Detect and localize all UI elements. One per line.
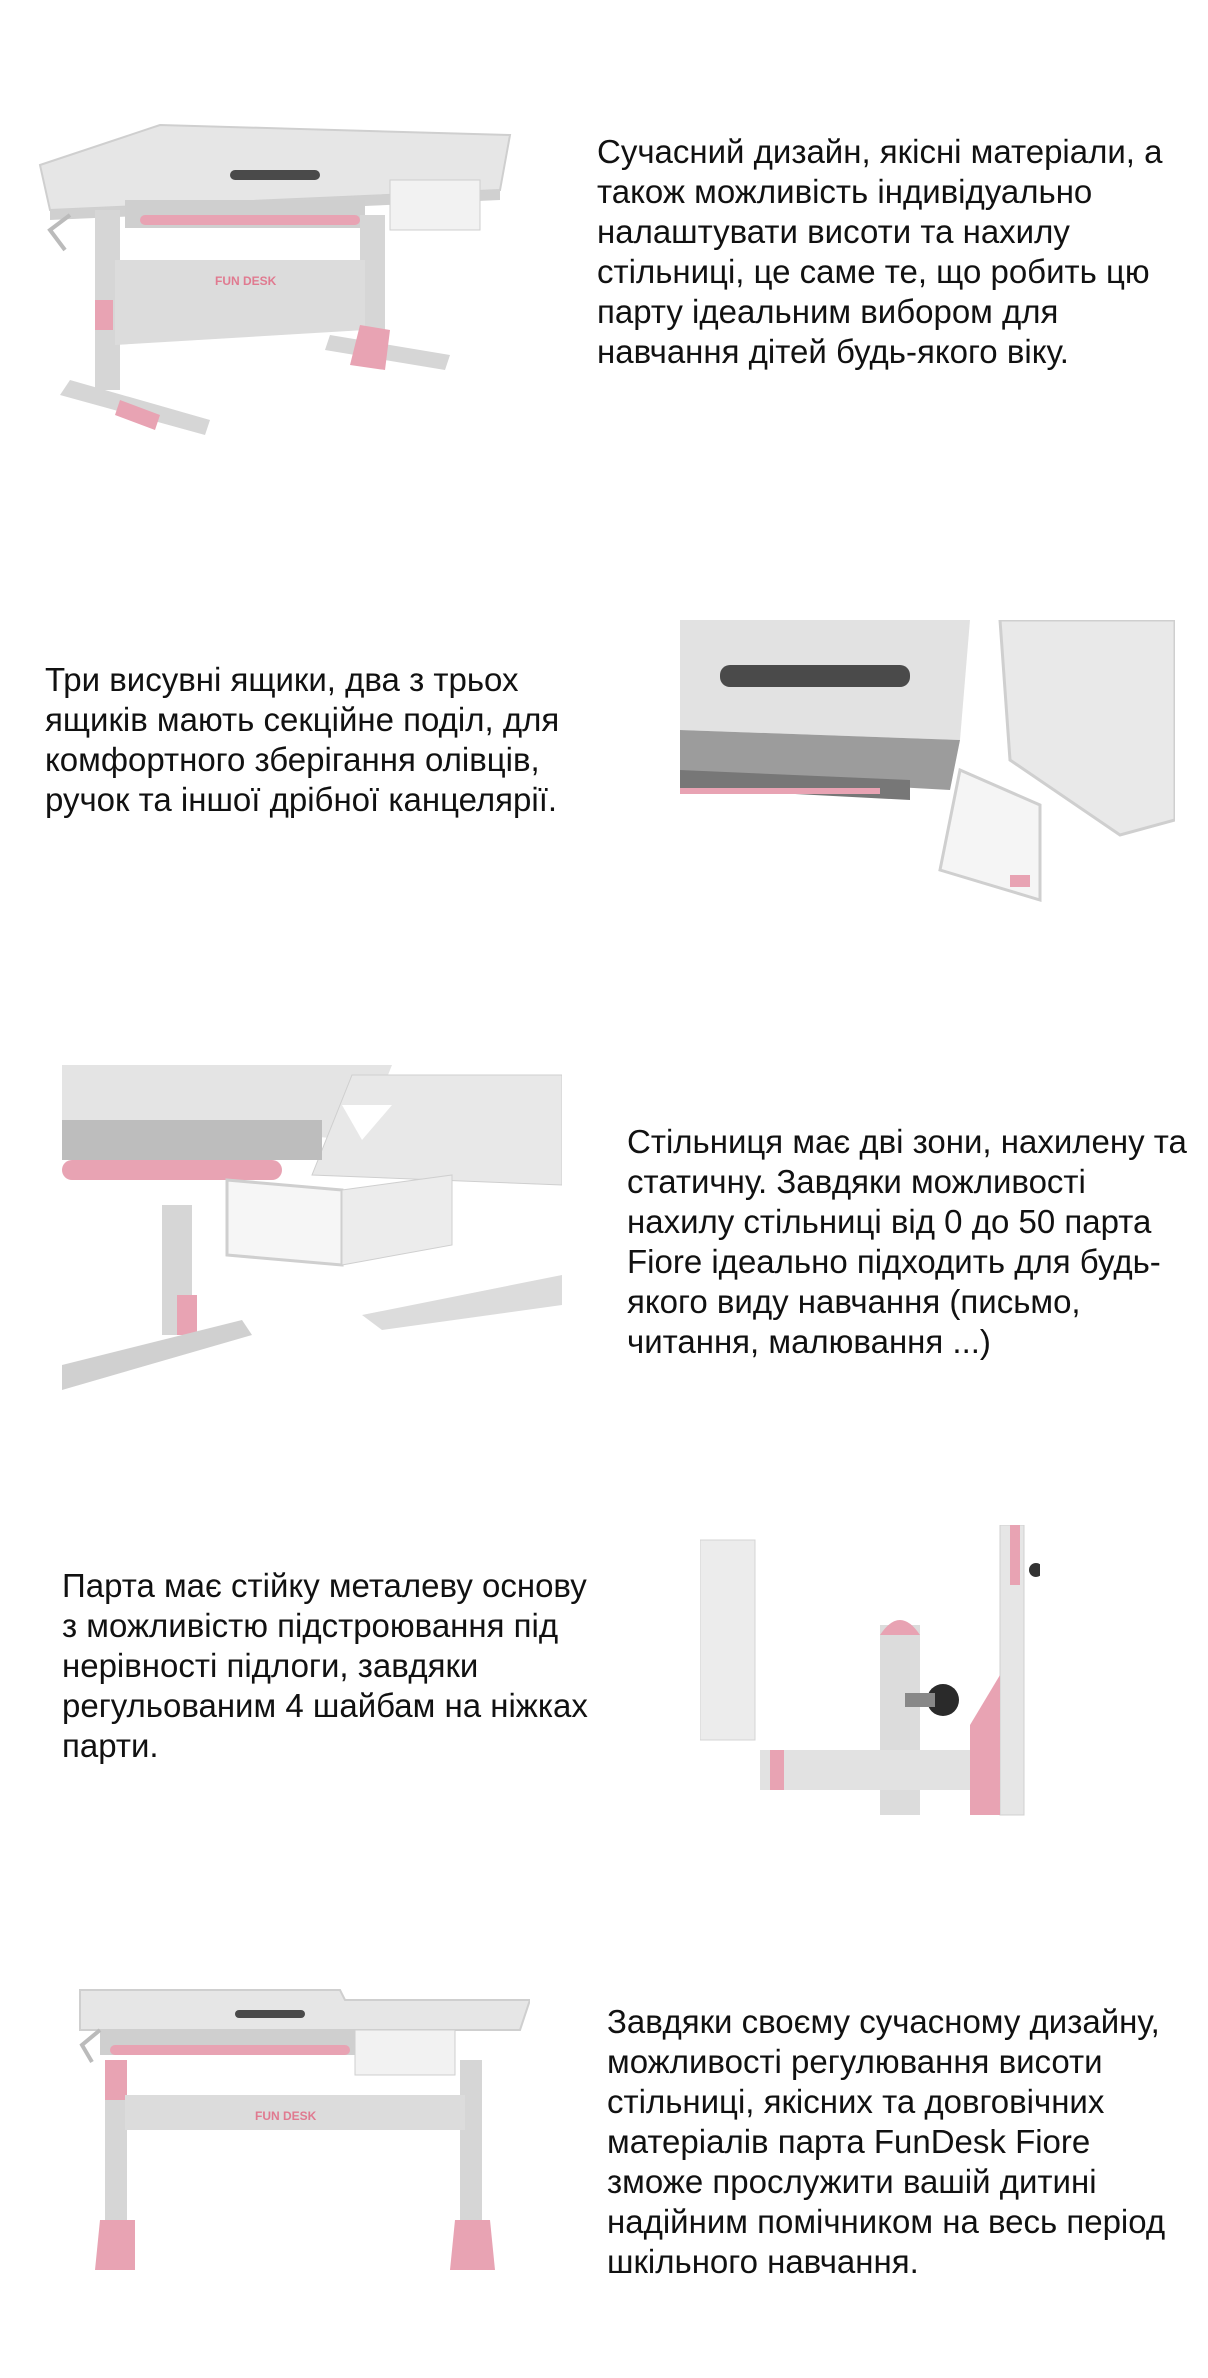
- section-5-text: Завдяки своєму сучасному дизайну, можливості регулювання висоти стільниці, якісних та довговічних матеріалів парта FunDesk Fiore зможе прослужити вашій дитині надійним помічником на весь період шкільного навчання.: [607, 2003, 1166, 2280]
- section-4-text: Парта має стійку металеву основу з можливістю підстроювання під нерівності підлоги, завдяки регульованим 4 шайбам на ніжках парти.: [62, 1567, 588, 1764]
- desk-logo-5: FUN DESK: [255, 2109, 317, 2123]
- desk-photo-4: [700, 1525, 1040, 1825]
- section-3-text: Стільниця має дві зони, нахилену та статичну. Завдяки можливості нахилу стільниці від 0 до 50 парта Fiore ідеально підходить для будь-якого виду навчання (письмо, читання, малювання ...): [627, 1123, 1187, 1360]
- desk-photo-2: [680, 620, 1175, 925]
- desk-photo-3: [62, 1065, 562, 1395]
- desk-logo: FUN DESK: [215, 274, 277, 288]
- section-1-text: Сучасний дизайн, якісні матеріали, а також можливість індивідуально налаштувати висоти та нахилу стільниці, це саме те, що робить цю парту ідеальним вибором для навчання дітей будь-якого віку.: [597, 133, 1163, 370]
- section-2-text: Три висувні ящики, два з трьох ящиків мають секційне поділ, для комфортного зберігання олівців, ручок та іншої дрібної канцелярії.: [45, 661, 560, 818]
- desk-photo-5: [70, 1980, 530, 2270]
- desk-photo-1: [30, 120, 520, 450]
